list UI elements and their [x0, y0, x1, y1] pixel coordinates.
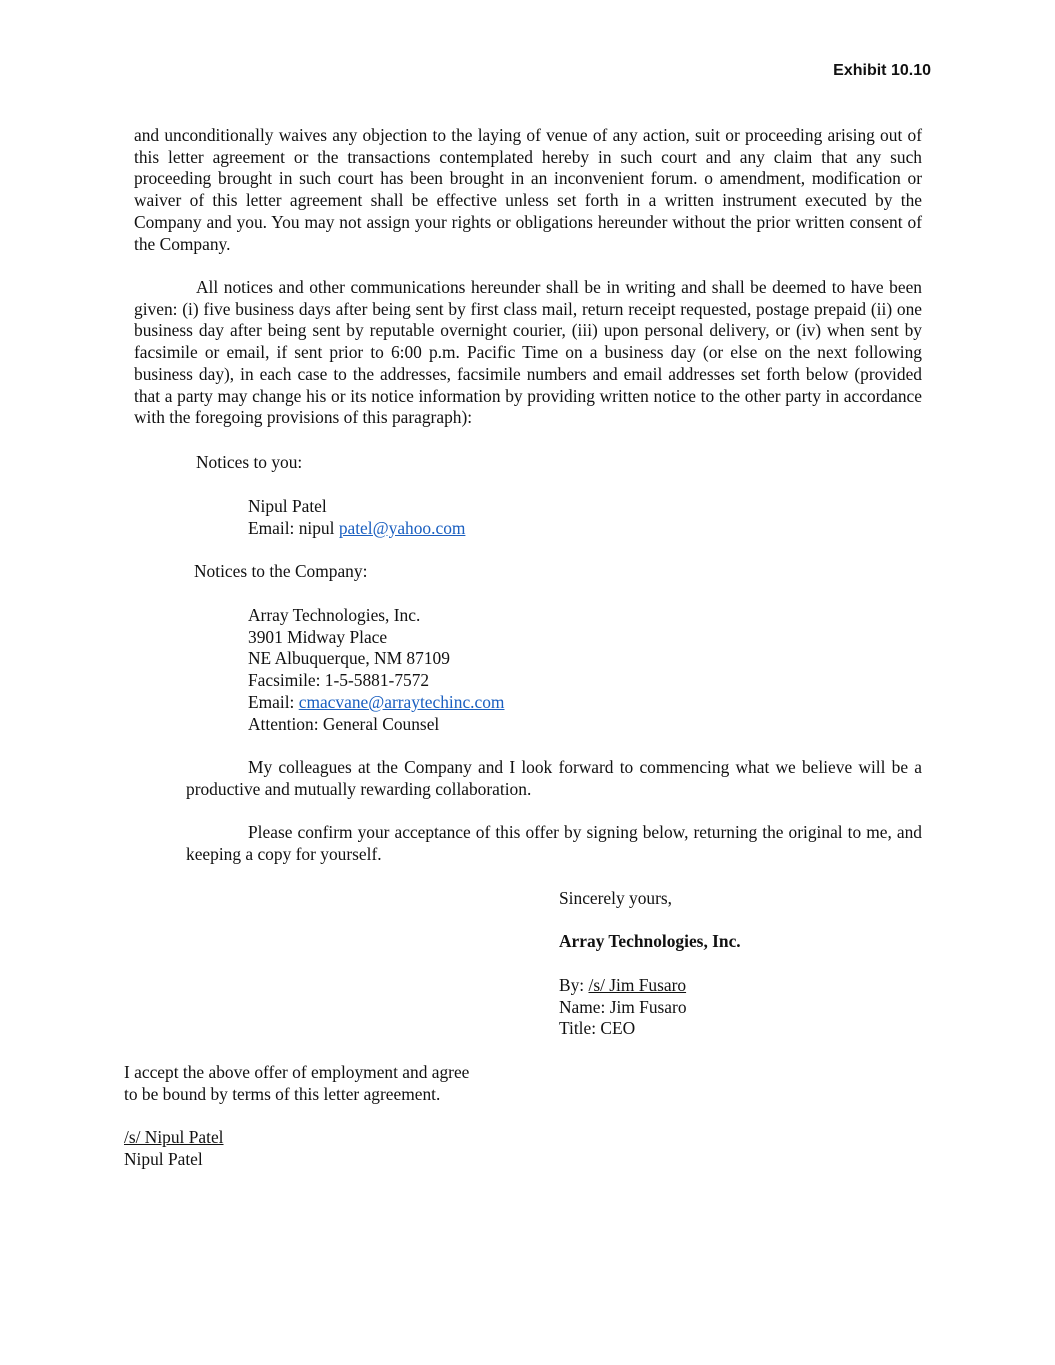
signer-title: Title: CEO: [559, 1018, 636, 1039]
employee-name: Nipul Patel: [124, 1148, 203, 1169]
company-attention: Attention: General Counsel: [248, 713, 440, 734]
acceptance-line1: I accept the above offer of employment and agree: [124, 1062, 470, 1082]
recipient-name: Nipul Patel: [248, 496, 327, 516]
company-email-prefix: Email:: [248, 691, 299, 712]
signer-name: Name: Jim Fusaro: [559, 996, 687, 1017]
by-label: By:: [559, 975, 589, 995]
notices-to-company-heading: Notices to the Company:: [194, 561, 368, 581]
company-facsimile: Facsimile: 1-5-5881-7572: [248, 670, 430, 691]
notices-paragraph: [134, 277, 922, 429]
company-address-line2: NE Albuquerque, NM 87109: [248, 648, 450, 669]
confirm-paragraph-text: Please confirm your acceptance of this offer by signing below, returning the original to me, and keeping a copy for yourself.: [186, 822, 922, 864]
employee-signature-block: [124, 1127, 434, 1170]
recipient-email-prefix: Email: nipul: [248, 517, 339, 538]
recipient-email-link[interactable]: patel@yahoo.com: [338, 517, 466, 538]
confirm-paragraph: [186, 822, 922, 865]
company-name: Array Technologies, Inc.: [248, 605, 421, 625]
notices-to-company-block: [248, 605, 504, 735]
exhibit-label: Exhibit 10.10: [833, 62, 931, 79]
company-signature-line: [588, 975, 804, 997]
notices-to-you-heading: Notices to you:: [196, 452, 303, 472]
company-email: [248, 692, 504, 714]
venue-paragraph: and unconditionally waives any objection to the laying of venue of any action, suit or proceeding arising out of this letter agreement or the transactions contemplated hereby in such court and any claim that any such proceeding brought in such court has been brought in an inconvenient forum. o amendment, modification or waiver of this letter agreement shall be effective unless set forth in a written instrument executed by the Company and you. You may not assign your rights or obligations hereunder without the prior written consent of the Company.: [134, 125, 922, 254]
company-address-line1: 3901 Midway Place: [248, 626, 388, 647]
collaboration-paragraph: [186, 757, 922, 800]
signature-company-name: Array Technologies, Inc.: [559, 931, 741, 951]
company-email-link[interactable]: cmacvane@arraytechinc.com: [298, 691, 505, 712]
by-line: [559, 975, 804, 997]
employee-signature-line: [124, 1127, 434, 1149]
acceptance-line2: to be bound by terms of this letter agreement.: [124, 1083, 441, 1104]
recipient-email: [248, 518, 465, 540]
closing: Sincerely yours,: [559, 888, 673, 908]
notices-to-you-block: [248, 496, 465, 539]
collaboration-paragraph-text: My colleagues at the Company and I look forward to commencing what we believe will be a productive and mutually rewarding collaboration.: [186, 757, 922, 799]
company-signature-block: [559, 975, 804, 1040]
acceptance-statement: [124, 1062, 469, 1105]
notices-paragraph-text: All notices and other communications hereunder shall be in writing and shall be deemed to have been given: (i) five business days after being sent by first class mail, return receipt requested, postage prepaid (ii) one business day after being sent by reputable overnight courier, (iii) upon personal delivery, or (iv) when sent by facsimile or email, if sent prior to 6:00 p.m. Pacific Time on a business day (or else on the next following business day), in each case to the addresses, facsimile numbers and email addresses set forth below (provided that a party may change his or its notice information by providing written notice to the other party in accordance with the foregoing provisions of this paragraph):: [134, 277, 922, 428]
company-signature: /s/ Jim Fusaro: [588, 975, 687, 995]
employee-signature: /s/ Nipul Patel: [124, 1127, 224, 1147]
